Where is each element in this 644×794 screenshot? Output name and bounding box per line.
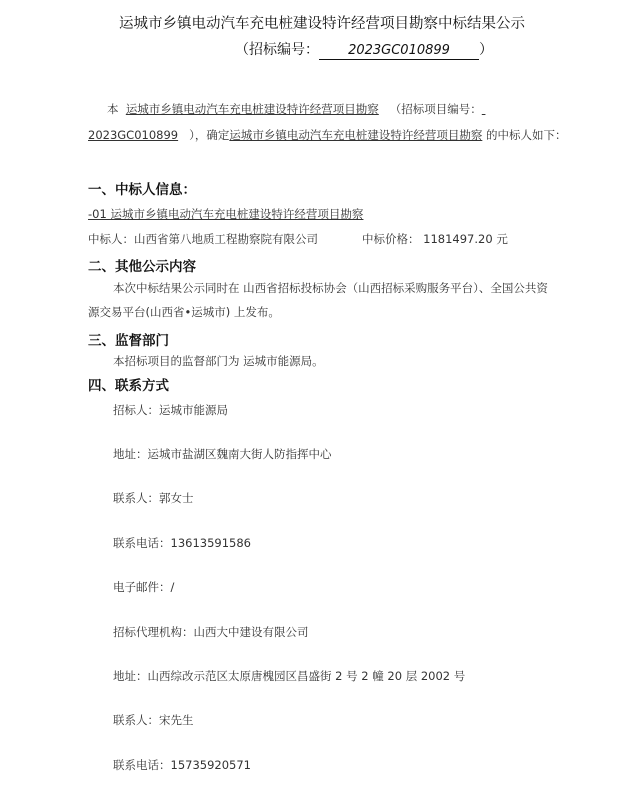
price-value: 1181497.20 元: [423, 232, 508, 246]
intro-bid-no-underline: [482, 102, 494, 116]
intro-confirm: ），确定: [189, 128, 230, 142]
intro-bid-no: 2023GC010899: [88, 128, 179, 142]
contact-address-2: 地址：山西综改示范区太原唐槐园区昌盛街 2 号 2 幢 20 层 2002 号: [113, 669, 466, 683]
contact-person-1: 联系人：郭女士: [113, 491, 194, 505]
contact-address-1: 地址：运城市盐湖区魏南大街人防指挥中心: [113, 447, 332, 461]
lot-name: -01 运城市乡镇电动汽车充电桩建设特许经营项目勘察: [88, 207, 364, 221]
intro-project-name-2: 运城市乡镇电动汽车充电桩建设特许经营项目勘察: [229, 128, 483, 142]
intro-prefix: 本: [107, 102, 119, 116]
intro-suffix: 的中标人如下：: [485, 128, 567, 142]
intro-project-name: 运城市乡镇电动汽车充电桩建设特许经营项目勘察: [125, 102, 379, 116]
page-title: 运城市乡镇电动汽车充电桩建设特许经营项目勘察中标结果公示: [119, 16, 525, 32]
section-heading-contact: 四、联系方式: [88, 378, 169, 394]
other-line-2: 源交易平台(山西省•运城市) 上发布。: [88, 305, 280, 319]
winner-label: 中标人：: [88, 232, 134, 246]
contact-person-2: 联系人：宋先生: [113, 713, 194, 727]
price-label: 中标价格：: [362, 232, 420, 246]
contact-agency: 招标代理机构：山西大中建设有限公司: [113, 625, 309, 639]
contact-phone-2: 联系电话：15735920571: [113, 758, 251, 772]
contact-email: 电子邮件：/: [113, 580, 175, 594]
bid-number-header: [235, 39, 493, 60]
supervision-line: 本招标项目的监督部门为 运城市能源局。: [113, 354, 324, 368]
winner-line: [88, 231, 318, 247]
contact-tenderer: 招标人：运城市能源局: [113, 403, 228, 417]
winner-name: 山西省第八地质工程勘察院有限公司: [134, 232, 318, 246]
intro-bid-no-label: （招标项目编号：: [389, 102, 482, 116]
section-heading-other: 二、其他公示内容: [88, 259, 196, 275]
section-heading-supervision: 三、监督部门: [88, 333, 169, 349]
bid-number-code: 2023GC010899: [319, 43, 479, 60]
section-heading-winner: 一、中标人信息：: [88, 182, 196, 198]
price-line: [362, 231, 508, 247]
intro-line-2: [88, 127, 566, 143]
other-line-1: 本次中标结果公示同时在 山西省招标投标协会（山西招标采购服务平台）、全国公共资: [113, 281, 548, 295]
bid-number-open: （招标编号：: [235, 42, 319, 58]
bid-number-close: ）: [479, 42, 493, 58]
intro-line-1: [107, 101, 494, 117]
contact-phone-1: 联系电话：13613591586: [113, 536, 251, 550]
